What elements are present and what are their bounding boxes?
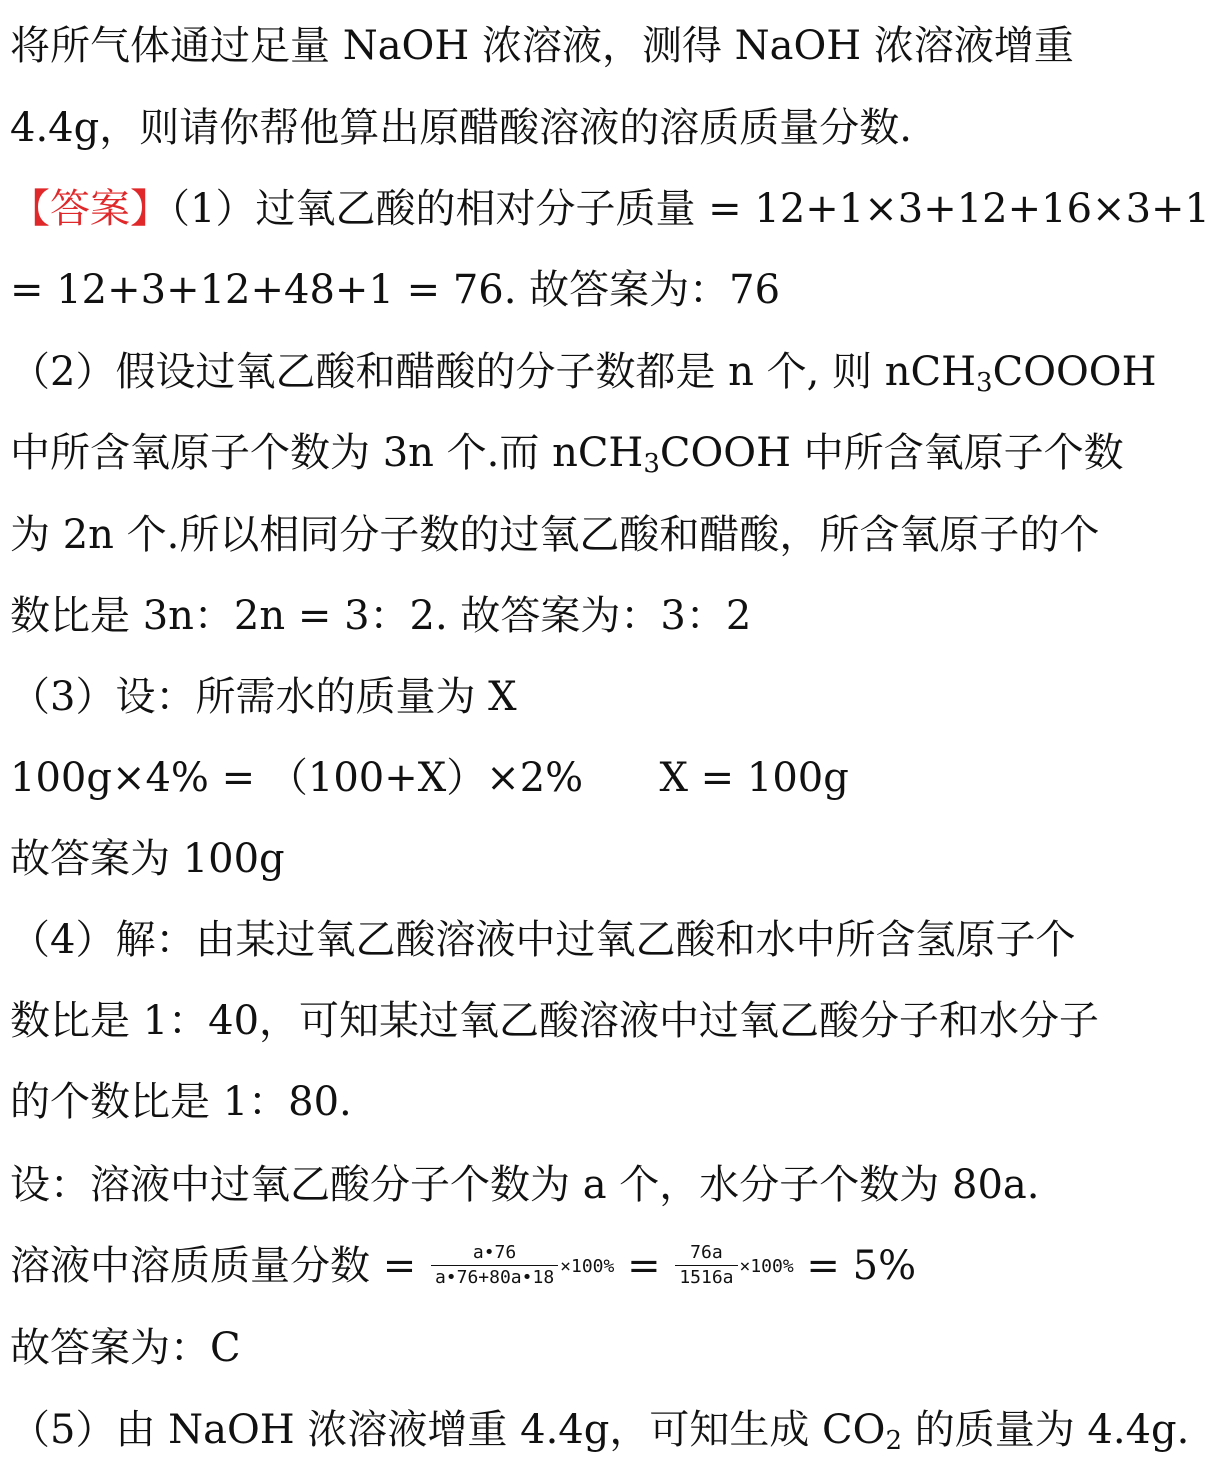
fraction-bar (675, 1265, 737, 1266)
text-segment: （5）由 NaOH 浓溶液增重 4.4g，可知生成 CO (10, 1407, 886, 1453)
text-line-6 (10, 423, 1124, 483)
fraction-bar (431, 1265, 558, 1266)
text-line-10: 100g×4% = （100+X）×2% X = 100g (10, 755, 849, 801)
text-line-11: 故答案为 100g (10, 836, 285, 882)
text-line-9: （3）设：所需水的质量为 X (10, 674, 517, 720)
text-line-5 (10, 342, 1157, 402)
fraction-denominator: a•76+80a•18 (434, 1266, 555, 1288)
subscript: 3 (976, 368, 993, 398)
text-segment: 中所含氧原子个数为 3n 个.而 nCH (10, 430, 644, 476)
text-segment: COOOH (992, 349, 1157, 395)
fraction-numerator: 76a (690, 1241, 723, 1263)
text-segment: 的质量为 4.4g. (902, 1407, 1190, 1453)
text-line-15: 设：溶液中过氧乙酸分子个数为 a 个，水分子个数为 80a. (10, 1162, 1040, 1208)
text-line-7: 为 2n 个.所以相同分子数的过氧乙酸和醋酸，所含氧原子的个 (10, 512, 1100, 558)
text-line-3 (10, 179, 1210, 239)
fraction-2 (675, 1242, 737, 1289)
text-line-4: = 12+3+12+48+1 = 76. 故答案为：76 (10, 267, 781, 313)
equals-sign: = (614, 1243, 674, 1289)
result-text: = 5% (793, 1243, 917, 1289)
answer-line-1: （1）过氧乙酸的相对分子质量 = 12+1×3+12+16×3+1 (170, 186, 1210, 232)
subscript: 3 (643, 449, 660, 479)
answer-tag: 【答案】 (10, 186, 170, 232)
text-line-16 (10, 1236, 1068, 1296)
fraction-denominator: 1516a (679, 1266, 734, 1288)
text-line-1: 将所气体通过足量 NaOH 浓溶液，测得 NaOH 浓溶液增重 (10, 23, 1074, 69)
fraction-1 (431, 1242, 558, 1289)
subscript: 2 (885, 1426, 902, 1456)
text-line-14: 的个数比是 1：80. (10, 1079, 352, 1125)
text-line-8: 数比是 3n：2n = 3：2. 故答案为：3：2 (10, 593, 752, 639)
multiplier: ×100% (739, 1256, 794, 1277)
multiplier: ×100% (560, 1256, 615, 1277)
text-line-2: 4.4g，则请你帮他算出原醋酸溶液的溶质质量分数. (10, 105, 912, 151)
text-line-18 (10, 1400, 1190, 1460)
text-line-12: （4）解：由某过氧乙酸溶液中过氧乙酸和水中所含氢原子个 (10, 917, 1076, 963)
text-line-13: 数比是 1：40，可知某过氧乙酸溶液中过氧乙酸分子和水分子 (10, 998, 1100, 1044)
text-segment: 溶液中溶质质量分数 = (10, 1243, 429, 1289)
fraction-numerator: a•76 (472, 1241, 517, 1263)
text-segment: （2）假设过氧乙酸和醋酸的分子数都是 n 个, 则 nCH (10, 349, 977, 395)
text-line-17: 故答案为：C (10, 1325, 241, 1371)
text-segment: COOH 中所含氧原子个数 (659, 430, 1124, 476)
